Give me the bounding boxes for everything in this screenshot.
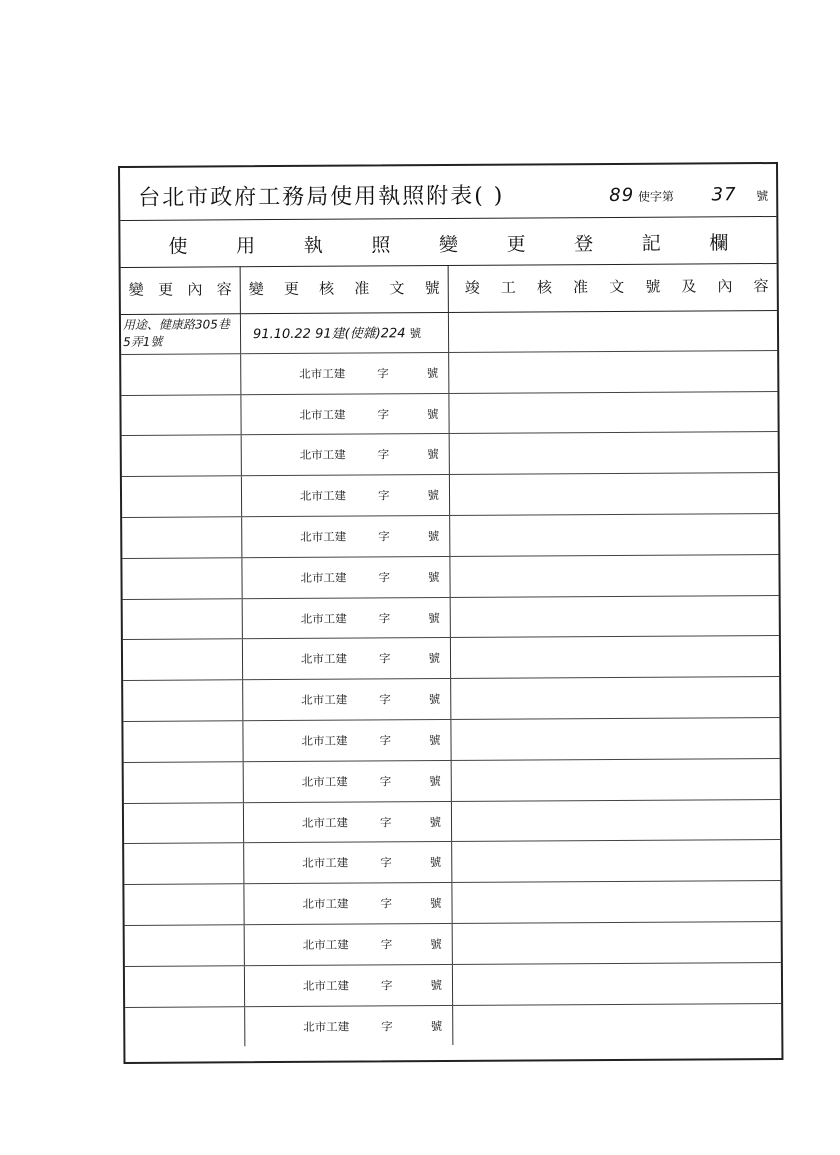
completion-doc-cell [452,840,780,882]
permit-year: 89 [609,184,635,206]
change-content-cell [122,476,242,517]
approval-doc-cell [245,924,453,965]
approval-stamp: 北市工建 字 號 [303,1018,443,1034]
approval-stamp: 北市工建 字 號 [301,733,441,748]
table-row [122,432,778,477]
table-row [124,840,780,885]
approval-stamp: 北市工建 字 號 [302,936,442,952]
approval-doc-cell [243,638,451,679]
table-row [123,636,779,681]
table-row [125,1004,781,1048]
completion-doc-cell [453,1004,781,1046]
approval-doc-cell [243,720,451,761]
approval-doc-cell [241,312,449,353]
section-title-row [120,216,776,268]
permit-form [118,162,783,1064]
header-completion-doc: 竣 工 核 准 文 號 及 內 容 [464,277,769,297]
approval-doc-cell [245,1006,453,1047]
table-row [124,800,780,845]
completion-doc-cell [451,677,779,719]
completion-doc-cell [449,310,777,352]
approval-stamp: 北市工建 字 號 [299,488,440,504]
permit-number [609,184,768,206]
table-row [123,596,779,641]
change-content-cell [121,395,241,436]
completion-doc-cell [449,351,777,393]
change-content-cell [123,680,243,721]
approval-stamp: 北市工建 字 號 [302,977,443,993]
approval-doc-cell [245,965,453,1006]
approval-stamp: 北市工建 字 號 [300,610,440,626]
table-row [122,555,778,600]
header-change-content: 變 更 內 容 [121,266,241,314]
change-content-cell [124,803,244,844]
approval-stamp: 北市工建 字 號 [301,814,442,830]
approval-stamp: 北市工建 字 號 [300,651,441,667]
change-content-cell [125,966,245,1007]
table-row [125,963,781,1008]
change-content-cell [121,313,241,354]
approval-stamp: 北市工建 字 號 [301,773,441,789]
entry-rows [121,310,782,1062]
handwritten-approval: 91.10.22 91建(使雜)224 號 [252,326,422,343]
completion-doc-cell [450,473,778,515]
approval-stamp: 北市工建 字 號 [299,365,439,381]
approval-doc-cell [244,761,452,802]
completion-doc-cell [449,392,777,434]
completion-doc-cell [452,759,780,801]
table-row [122,473,778,518]
approval-doc-cell [244,842,452,883]
change-content-cell [124,762,244,803]
approval-stamp: 北市工建 字 號 [301,692,441,708]
table-row [122,514,778,559]
completion-doc-cell [452,881,780,923]
title-row [120,164,776,221]
column-header-row [121,263,777,315]
change-content-cell [121,354,241,395]
approval-doc-cell [244,883,452,924]
approval-stamp: 北市工建 字 號 [299,406,439,422]
form-title: 台北市政府工務局使用執照附表( ) [138,183,505,211]
approval-doc-cell [243,598,451,639]
approval-doc-cell [244,802,452,843]
change-content-cell [123,721,243,762]
completion-doc-cell [451,596,779,638]
change-content-cell [124,884,244,925]
change-content-cell [124,844,244,885]
completion-doc-cell [450,514,778,556]
approval-doc-cell [243,679,451,720]
permit-serial: 37 [711,184,737,206]
change-content-cell [122,517,242,558]
approval-doc-cell [242,516,450,557]
approval-stamp: 北市工建 字 號 [302,855,442,871]
approval-doc-cell [242,434,450,475]
change-content-cell [122,436,242,477]
permit-suffix: 號 [756,189,769,204]
header-approval-doc-no: 變 更 核 准 文 號 [241,265,449,313]
table-row [123,677,779,722]
change-content-cell [123,640,243,681]
permit-type-label: 使字第 [637,189,675,204]
approval-doc-cell [242,557,450,598]
table-row [121,392,777,437]
table-row [121,351,777,396]
table-row [124,759,780,804]
handwritten-content-2: 5弄1號 [123,334,163,349]
approval-doc-cell [242,475,450,516]
approval-stamp: 北市工建 字 號 [299,447,439,463]
completion-doc-cell [453,963,781,1005]
change-content-cell [123,599,243,640]
approval-stamp: 北市工建 字 號 [300,569,440,585]
change-content-cell [122,558,242,599]
completion-doc-cell [453,922,781,964]
table-row [123,718,779,763]
handwritten-content: 用途、健康路305巷 [122,317,230,332]
section-title: 使 用 執 照 變 更 登 記 欄 [168,232,729,258]
approval-stamp: 北市工建 字 號 [302,896,442,912]
completion-doc-cell [450,555,778,597]
completion-doc-cell [452,800,780,842]
approval-stamp: 北市工建 字 號 [300,529,440,544]
approval-doc-cell [241,394,449,435]
change-content-cell [125,925,245,966]
completion-doc-cell [450,432,778,474]
approval-doc-cell [241,353,449,394]
completion-doc-cell [451,636,779,678]
table-row [124,881,780,926]
change-content-cell [125,1007,245,1048]
table-row [121,310,777,355]
table-row [125,922,781,967]
completion-doc-cell [451,718,779,760]
